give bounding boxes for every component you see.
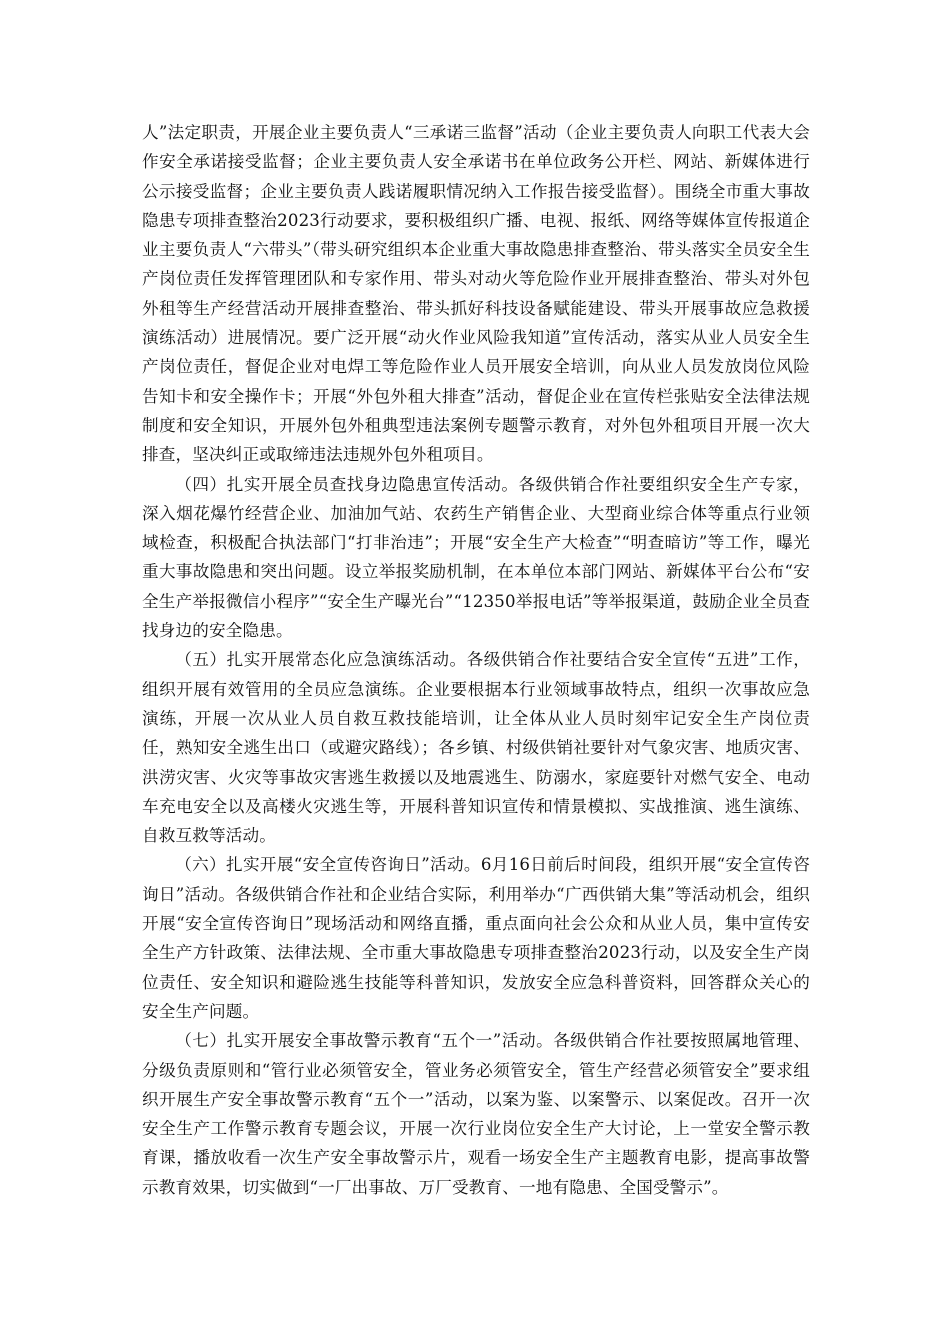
paragraph-item-4: （四）扎实开展全员查找身边隐患宣传活动。各级供销合作社要组织安全生产专家，深入烟花爆竹经营企业、加油加气站、农药生产销售企业、大型商业综合体等重点行业领域检查，积极配合执法部门“打非治违”；开展“安全生产大检查”“明查暗访”等工作，曝光重大事故隐患和突出问题。设立举报奖励机制，在本单位本部门网站、新媒体平台公布“安全生产举报微信小程序”“安全生产曝光台”“12350举报电话”等举报渠道，鼓励企业全员查找身边的安全隐患。 bbox=[142, 474, 810, 641]
paragraph-continued: 人”法定职责，开展企业主要负责人“三承诺三监督”活动（企业主要负责人向职工代表大会作安全承诺接受监督；企业主要负责人安全承诺书在单位政务公开栏、网站、新媒体进行公示接受监督；企业主要负责人践诺履职情况纳入工作报告接受监督）。围绕全市重大事故隐患专项排查整治2023行动要求，要积极组织广播、电视、报纸、网络等媒体宣传报道企业主要负责人“六带头”（带头研究组织本企业重大事故隐患排查整治、带头落实全员安全生产岗位责任发挥管理团队和专家作用、带头对动火等危险作业开展排查整治、带头对外包外租等生产经营活动开展排查整治、带头抓好科技设备赋能建设、带头开展事故应急救援演练活动）进展情况。要广泛开展“动火作业风险我知道”宣传活动，落实从业人员安全生产岗位责任，督促企业对电焊工等危险作业人员开展安全培训，向从业人员发放岗位风险告知卡和安全操作卡；开展“外包外租大排查”活动，督促企业在宣传栏张贴安全法律法规制度和安全知识，开展外包外租典型违法案例专题警示教育，对外包外租项目开展一次大排查，坚决纠正或取缔违法违规外包外租项目。 bbox=[142, 123, 810, 465]
paragraph-item-7: （七）扎实开展安全事故警示教育“五个一”活动。各级供销合作社要按照属地管理、分级负责原则和“管行业必须管安全，管业务必须管安全，管生产经营必须管安全”要求组织开展生产安全事故警示教育“五个一”活动，以案为鉴、以案警示、以案促改。召开一次安全生产工作警示教育专题会议，开展一次行业岗位安全生产大讨论，上一堂安全警示教育课，播放收看一次生产安全事故警示片，观看一场安全生产主题教育电影，提高事故警示教育效果，切实做到“一厂出事故、万厂受教育、一地有隐患、全国受警示”。 bbox=[142, 1031, 810, 1197]
document-page bbox=[142, 118, 810, 1202]
paragraph-item-6: （六）扎实开展“安全宣传咨询日”活动。6月16日前后时间段，组织开展“安全宣传咨询日”活动。各级供销合作社和企业结合实际，利用举办“广西供销大集”等活动机会，组织开展“安全宣传咨询日”现场活动和网络直播，重点面向社会公众和从业人员，集中宣传安全生产方针政策、法律法规、全市重大事故隐患专项排查整治2023行动，以及安全生产岗位责任、安全知识和避险逃生技能等科普知识，发放安全应急科普资料，回答群众关心的安全生产问题。 bbox=[142, 855, 810, 1021]
paragraph-item-5: （五）扎实开展常态化应急演练活动。各级供销合作社要结合安全宣传“五进”工作，组织开展有效管用的全员应急演练。企业要根据本行业领域事故特点，组织一次事故应急演练，开展一次从业人员自救互救技能培训，让全体从业人员时刻牢记安全生产岗位责任，熟知安全逃生出口（或避灾路线）；各乡镇、村级供销社要针对气象灾害、地质灾害、洪涝灾害、火灾等事故灾害逃生救援以及地震逃生、防溺水，家庭要针对燃气安全、电动车充电安全以及高楼火灾逃生等，开展科普知识宣传和情景模拟、实战推演、逃生演练、自救互救等活动。 bbox=[142, 650, 810, 846]
